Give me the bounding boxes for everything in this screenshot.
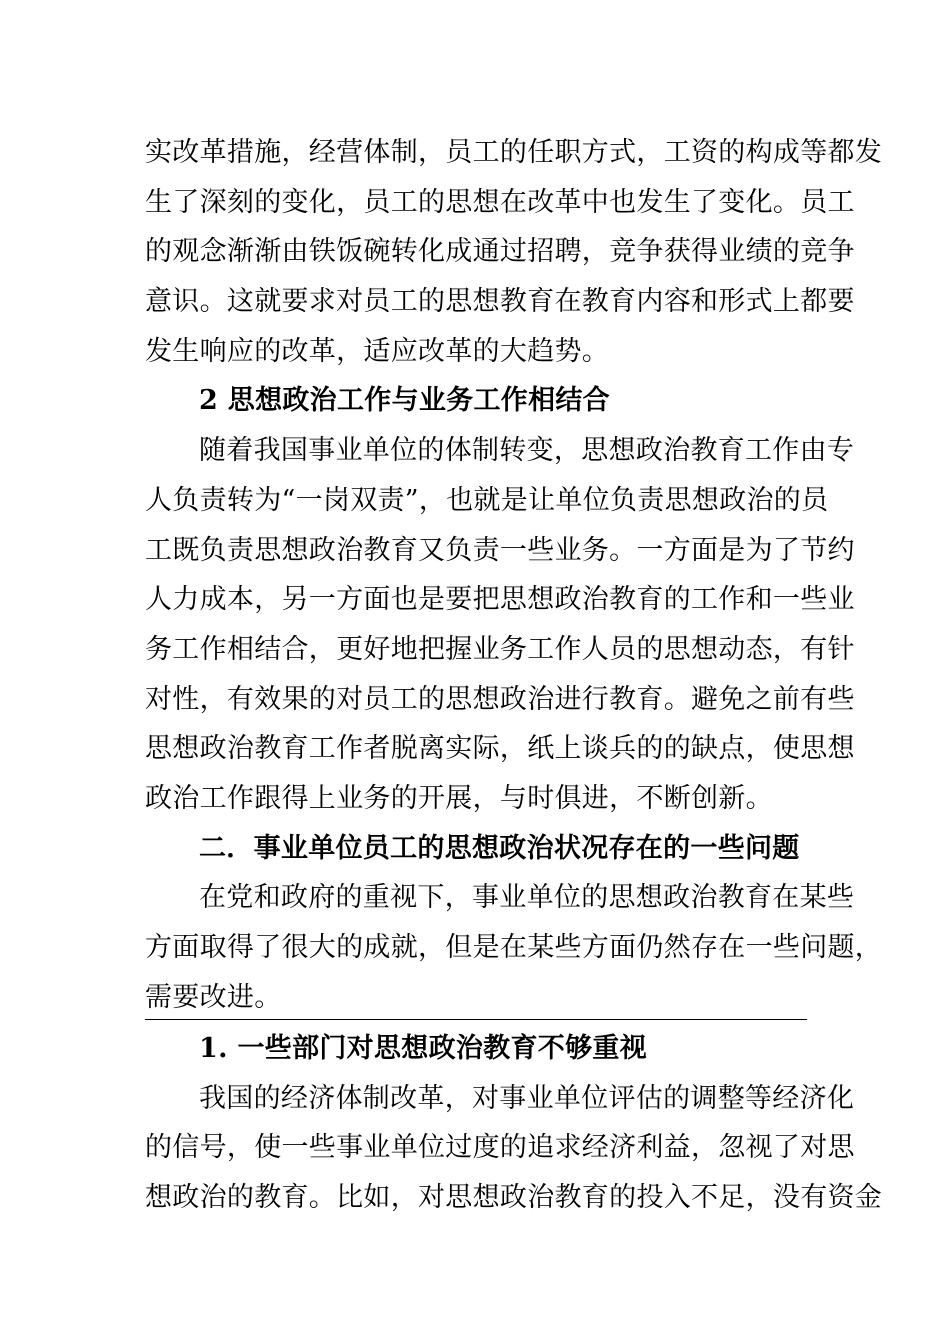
paragraph-line: 实改革措施，经营体制，员工的任职方式，工资的构成等都发 (145, 137, 883, 168)
paragraph-2 (145, 426, 855, 824)
subheading-insufficient-attention: 1. 一些部门对思想政治教育不够重视 (199, 1033, 647, 1064)
paragraph-line: 随着我国事业单位的体制转变，思想政治教育工作由专 (199, 435, 855, 467)
document-body-upper (145, 128, 883, 1022)
paragraph-4 (145, 1074, 883, 1223)
paragraph-line: 生了深刻的变化，员工的思想在改革中也发生了变化。员工 (145, 186, 855, 218)
paragraph-line: 我国的经济体制改革，对事业单位评估的调整等经济化 (199, 1082, 855, 1114)
paragraph-line: 工既负责思想政治教育又负责一些业务。一方面是为了节约 (145, 534, 855, 566)
paragraph-line: 的信号，使一些事业单位过度的追求经济利益，忽视了对思 (145, 1132, 855, 1164)
paragraph-line: 意识。这就要求对员工的思想教育在教育内容和形式上都要 (145, 286, 855, 318)
paragraph-line: 需要改进。 (145, 981, 282, 1013)
paragraph-1 (145, 128, 883, 376)
paragraph-line: 对性，有效果的对员工的思想政治进行教育。避免之前有些 (145, 683, 855, 715)
paragraph-line: 思想政治教育工作者脱离实际，纸上谈兵的的缺点，使思想 (145, 733, 855, 765)
subheading-work-combination: 2 思想政治工作与业务工作相结合 (199, 385, 610, 417)
document-body-lower (145, 1024, 883, 1223)
paragraph-line: 人负责转为“一岗双责”，也就是让单位负责思想政治的员 (145, 484, 829, 516)
paragraph-3 (145, 873, 883, 1022)
paragraph-line: 在党和政府的重视下，事业单位的思想政治教育在某些 (199, 882, 855, 914)
page-break-rule (145, 1019, 807, 1020)
section-heading-problems: 二．事业单位员工的思想政治状况存在的一些问题 (199, 832, 800, 864)
paragraph-line: 的观念渐渐由铁饭碗转化成通过招聘，竞争获得业绩的竞争 (145, 236, 855, 268)
paragraph-line: 想政治的教育。比如，对思想政治教育的投入不足，没有资金 (145, 1182, 883, 1214)
paragraph-line: 政治工作跟得上业务的开展，与时俱进，不断创新。 (145, 782, 773, 814)
paragraph-line: 人力成本，另一方面也是要把思想政治教育的工作和一些业 (145, 584, 855, 616)
paragraph-line: 发生响应的改革，适应改革的大趋势。 (145, 335, 610, 367)
paragraph-line: 方面取得了很大的成就，但是在某些方面仍然存在一些问题， (145, 932, 883, 963)
paragraph-line: 务工作相结合，更好地把握业务工作人员的思想动态，有针 (145, 633, 855, 665)
